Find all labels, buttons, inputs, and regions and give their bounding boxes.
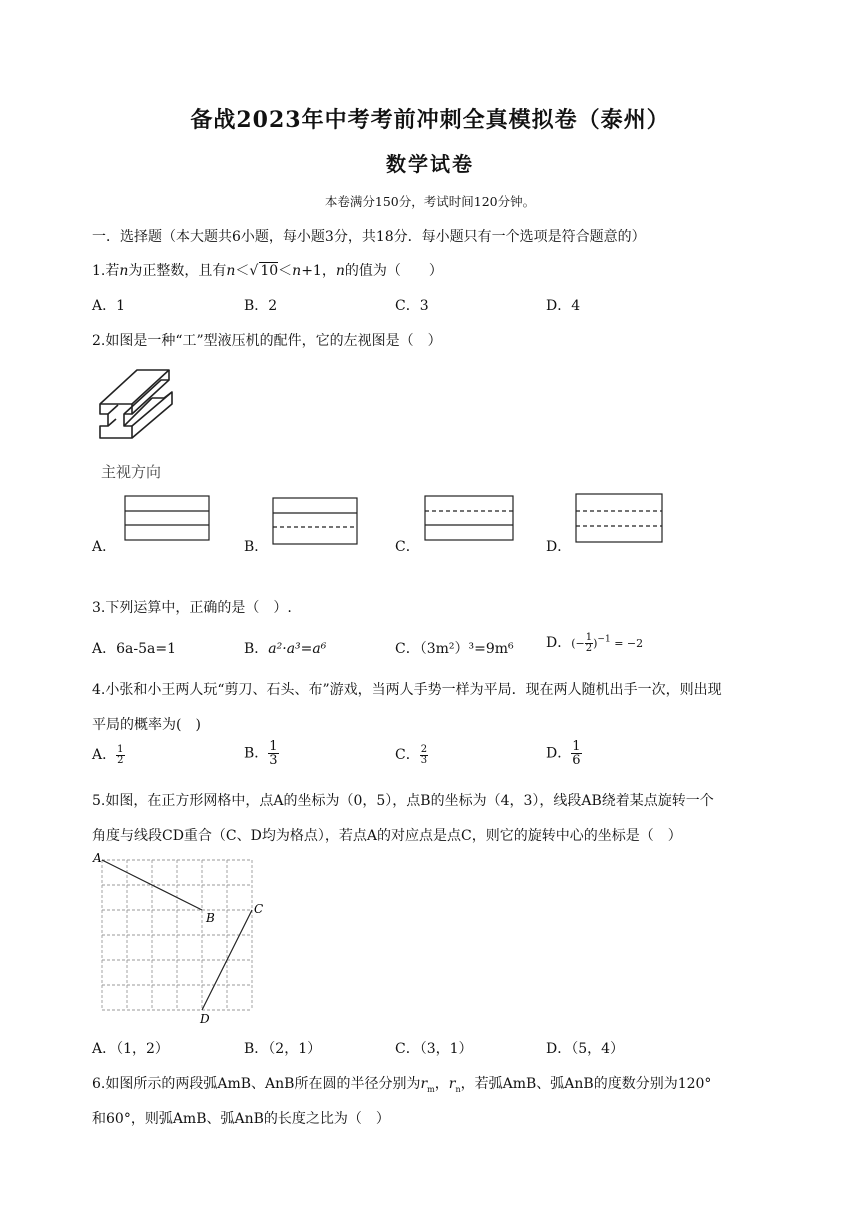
- grid-figure: [90, 850, 280, 1026]
- q4-option-c: C． $\frac{2}{3}$: [395, 743, 428, 766]
- q5-option-c: C．（3，1）: [395, 1041, 473, 1057]
- question-4-line-2: 平局的概率为( ): [92, 717, 201, 733]
- q4-option-d: D． $\frac{1}{6}$: [546, 739, 581, 768]
- q5-option-d: D．（5，4）: [546, 1041, 625, 1057]
- question-5-line-1: 5.如图，在正方形网格中，点A的坐标为（0，5），点B的坐标为（4，3），线段AB绕着某点旋转一个: [92, 793, 714, 809]
- q3-option-d: D．(− $\frac{1}{2}$ )$^{-1}$ = −2: [546, 631, 644, 654]
- exam-subtitle: 数学试卷: [386, 152, 474, 176]
- q1-option-c: C．3: [395, 298, 429, 314]
- question-6-line-1: 6.如图所示的两段弧AmB、AnB所在圆的半径分别为$r_m$，$r_n$，若弧AmB、弧AnB的度数分别为120°: [92, 1076, 712, 1094]
- q1-option-b: B．2: [244, 298, 278, 314]
- question-1: 1.若n为正整数，且有n＜√ 10＜n+1，n的值为（ ）: [92, 263, 443, 279]
- question-4-line-1: 4.小张和小王两人玩“剪刀、石头、布”游戏，当两人手势一样为平局．现在两人随机出手一次，则出现: [92, 682, 722, 698]
- point-a-label: A: [93, 851, 102, 865]
- section-heading: 一．选择题（本大题共6小题，每小题3分，共18分．每小题只有一个选项是符合题意的）: [92, 229, 646, 245]
- question-5-line-2: 角度与线段CD重合（C、D均为格点），若点A的对应点是点C，则它的旋转中心的坐标是（ ）: [92, 828, 682, 844]
- q1-option-d: D．4: [546, 298, 581, 314]
- point-b-label: B: [206, 911, 215, 925]
- q5-option-a: A．（1，2）: [92, 1041, 169, 1057]
- q3-option-c: C．（3m²）³=9m⁶: [395, 641, 514, 657]
- question-3: 3.下列运算中，正确的是（ ）.: [92, 600, 292, 616]
- q4-option-b: B． $\frac{1}{3}$: [244, 739, 278, 768]
- q2-option-a-label: A．: [92, 539, 117, 555]
- q3-option-b: B．a²·a³=a⁶: [244, 641, 327, 657]
- q2-option-b-figure: [272, 496, 360, 548]
- q3-option-a: A．6a-5a=1: [92, 641, 177, 657]
- q1-option-a: A．1: [92, 298, 126, 314]
- q2-option-d-label: D．: [546, 539, 572, 555]
- hydraulic-part-figure: [92, 362, 192, 448]
- q2-option-c-label: C．: [395, 539, 420, 555]
- exam-title: 备战2023年中考考前冲刺全真模拟卷（泰州）: [190, 107, 670, 133]
- q2-option-a-figure: [124, 494, 212, 544]
- q2-option-c-figure: [424, 494, 516, 544]
- point-d-label: D: [200, 1012, 210, 1026]
- q2-option-b-label: B．: [244, 539, 269, 555]
- question-2: 2.如图是一种“工”型液压机的配件，它的左视图是（ ）: [92, 333, 442, 349]
- q5-option-b: B．（2，1）: [244, 1041, 322, 1057]
- radicand: 10: [260, 263, 279, 279]
- sqrt-symbol: √: [249, 263, 259, 279]
- question-6-line-2: 和60°，则弧AmB、弧AnB的长度之比为（ ）: [92, 1111, 390, 1127]
- point-c-label: C: [254, 902, 264, 916]
- exam-note: 本卷满分150分，考试时间120分钟。: [324, 194, 536, 209]
- figure-caption-view-direction: 主视方向: [101, 463, 162, 481]
- q2-option-d-figure: [575, 492, 665, 546]
- q4-option-a: A． $\frac{1}{2}$: [92, 743, 124, 766]
